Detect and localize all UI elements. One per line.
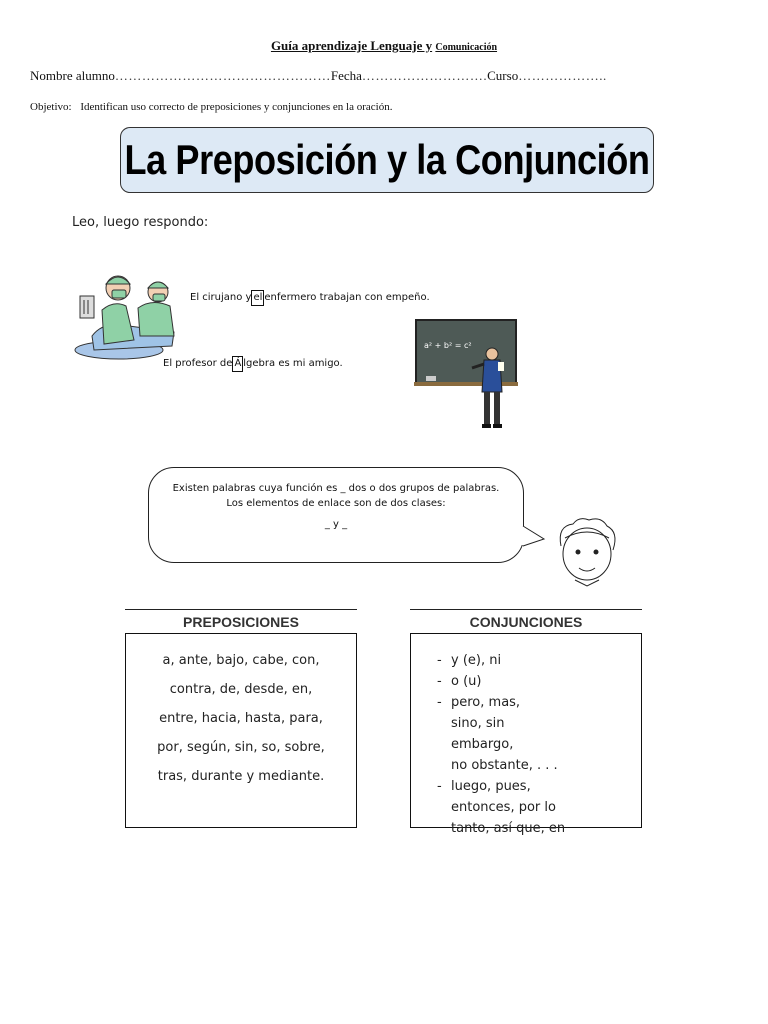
bubble-tail [520,520,548,550]
bubble-line-2: Los elementos de enlace son de dos clases: [226,498,446,509]
objective-text: Identifican uso correcto de preposiciones y conjunciones en la oración. [80,101,393,113]
conjunciones-rule [410,609,642,610]
conjunciones-title: CONJUNCIONES [469,614,583,630]
student-info-line [30,68,607,84]
sentence-2-after: lgebra es mi amigo. [243,358,343,369]
preposicion-line: contra, de, desde, en, [169,682,313,697]
sentence-1 [190,290,430,306]
conjuncion-item: entonces, por lo [451,800,556,815]
guide-title [0,38,768,54]
preposicion-line: por, según, sin, so, sobre, [157,740,325,755]
conjuncion-item: sino, sin [451,716,505,731]
conjuncion-item: embargo, [451,737,514,752]
surgeons-illustration [74,270,184,362]
conjuncion-item: - pero, mas, [437,695,521,710]
sentence-2-boxed-word: Á [232,356,243,372]
boy-face-illustration [553,516,621,590]
sentence-1-before: El cirujano y [190,292,252,303]
bubble-line-3: _ y _ [324,519,348,530]
conjuncion-item: no obstante, . . . [451,758,558,773]
sentence-2-before: El profesor de [163,358,233,369]
preposiciones-rule [125,609,357,610]
speech-bubble [148,467,524,563]
sentence-1-after: enfermero trabajan con empeño. [264,292,430,303]
curso-blank[interactable]: ……………….. [518,68,607,83]
conjunciones-list [437,650,641,839]
nombre-blank[interactable]: ………………………………………… [114,68,331,83]
conjuncion-item: - o (u) [437,674,482,689]
fecha-blank[interactable]: ………………………. [361,68,488,83]
title-small: Comunicación [435,42,498,53]
preposiciones-title: PREPOSICIONES [183,614,299,630]
curso-label: Curso [487,68,519,83]
nombre-label: Nombre alumno [30,68,115,83]
preposiciones-box [125,633,357,828]
preposicion-line: tras, durante y mediante. [157,769,325,784]
conjuncion-item: tanto, así que, en [451,821,566,836]
preposicion-line: entre, hacia, hasta, para, [159,711,323,726]
preposicion-line: a, ante, bajo, cabe, con, [162,653,320,668]
sentence-1-boxed-word: el [251,290,264,306]
conjunciones-box [410,633,642,836]
objective [30,101,392,113]
title-main: Guía aprendizaje Lenguaje y [270,38,433,53]
conjuncion-item: - y (e), ni [437,653,502,668]
banner-title: La Preposición y la Conjunción [124,136,650,183]
fecha-label: Fecha [330,68,362,83]
teacher-blackboard-illustration [414,318,520,434]
blackboard-formula: a² + b² = c² [424,341,472,350]
sentence-2 [163,356,343,372]
objective-label: Objetivo: [30,101,72,113]
lead-instruction: Leo, luego respondo: [72,215,209,230]
bubble-line-1: Existen palabras cuya función es _ dos o dos grupos de palabras. [172,483,500,494]
conjuncion-item: - luego, pues, [437,779,531,794]
